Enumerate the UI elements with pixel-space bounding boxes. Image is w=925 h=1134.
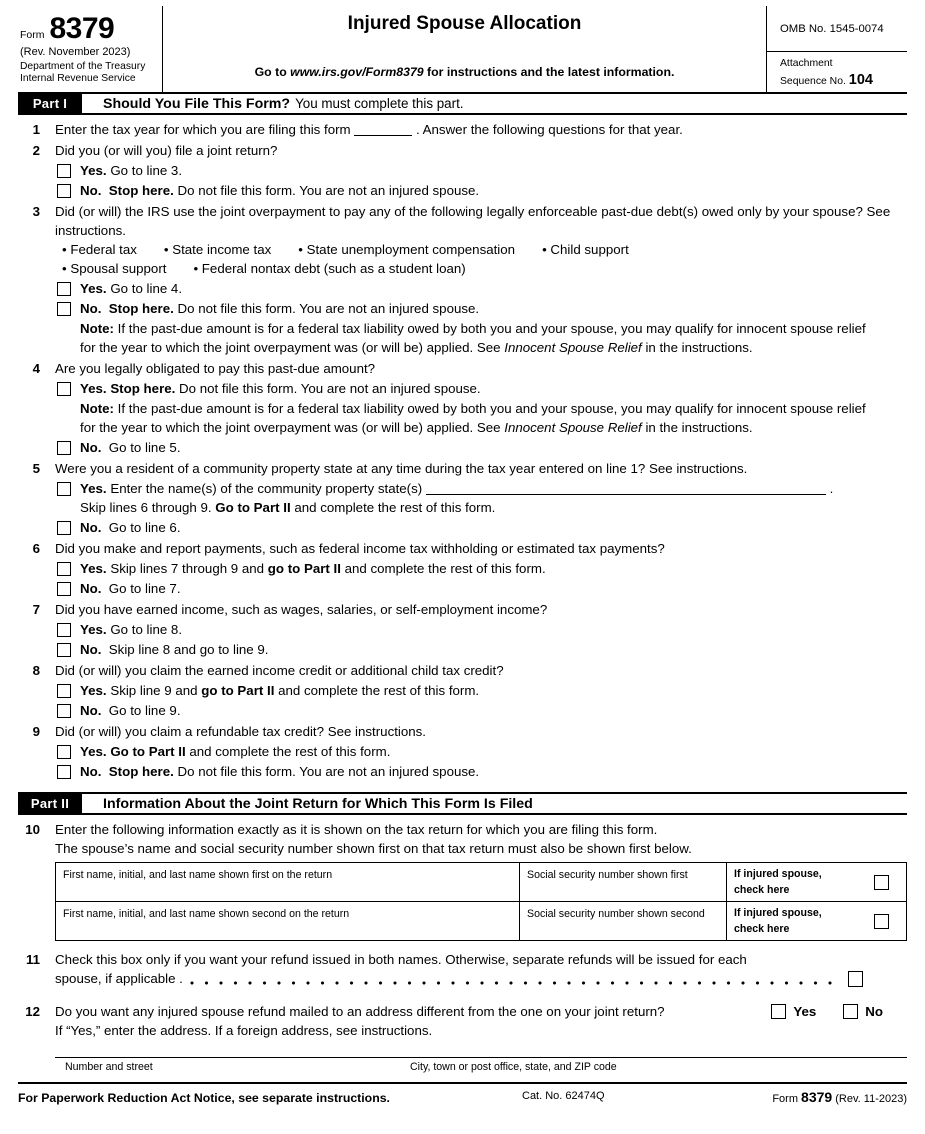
part1-line-1 <box>18 120 907 139</box>
line-number: 9 <box>32 724 40 739</box>
row-text: Did you have earned income, such as wages, salaries, or self-employment income? <box>55 602 548 617</box>
omb-number: OMB No. 1545-0074 <box>767 6 907 52</box>
line-number: 10 <box>25 822 40 837</box>
yes-option: Yes <box>771 1002 816 1021</box>
form-word: Form <box>20 29 45 41</box>
bullet-item: • State unemployment compensation <box>298 242 516 257</box>
checkbox-no[interactable] <box>57 184 71 198</box>
no-checkbox[interactable] <box>843 1004 858 1019</box>
row-cb <box>55 479 907 498</box>
row-text: Yes. Go to line 4. <box>80 281 183 296</box>
row-cb <box>55 438 907 457</box>
both-names-checkbox[interactable] <box>848 971 863 987</box>
row-text: No. Go to line 7. <box>80 581 181 596</box>
part1-line-3 <box>18 202 907 357</box>
address-fields[interactable] <box>55 1057 907 1082</box>
line-number: 4 <box>32 361 40 376</box>
checkbox-yes[interactable] <box>57 282 71 296</box>
row-text: No. Go to line 9. <box>80 703 181 718</box>
row-q <box>55 120 907 139</box>
title-block <box>163 6 767 92</box>
row-q <box>55 600 907 619</box>
street-address-label: Number and street <box>65 1061 153 1073</box>
checkbox-yes[interactable] <box>57 623 71 637</box>
no-option: No <box>843 1002 883 1021</box>
part1-line-2 <box>18 141 907 200</box>
second-ssn-field[interactable]: Social security number shown second <box>519 902 726 940</box>
paperwork-notice: For Paperwork Reduction Act Notice, see separate instructions. <box>18 1091 390 1105</box>
row-cont <box>55 498 907 517</box>
row-text: Did (or will) you claim a refundable tax credit? See instructions. <box>55 724 426 739</box>
row-cb <box>55 701 907 720</box>
row-text: Did (or will) the IRS use the joint overpayment to pay any of the following legally enforceable past-due debt(s) owed only by your spouse? See instructions. <box>55 204 891 238</box>
row-text: No. Go to line 6. <box>80 520 181 535</box>
injured-spouse-checkbox-second[interactable] <box>874 914 889 929</box>
row-cb <box>55 742 907 761</box>
instructions-link-line: Go to www.irs.gov/Form8379 for instructions and the latest information. <box>254 65 675 79</box>
checkbox-no[interactable] <box>57 302 71 316</box>
part1-line-5 <box>18 459 907 537</box>
line-number: 5 <box>32 461 40 476</box>
row-q <box>55 359 907 378</box>
row-text: Did (or will) you claim the earned income credit or additional child tax credit? <box>55 663 504 678</box>
line-number: 12 <box>25 1004 40 1019</box>
table-row-first-spouse <box>56 863 906 901</box>
part1-title: Should You File This Form? <box>103 95 291 112</box>
line10-text-1: Enter the following information exactly as it is shown on the tax return for which you are filing this form. <box>55 822 658 837</box>
row-cb <box>55 299 907 318</box>
table-row-second-spouse <box>56 901 906 940</box>
part2-label: Part II <box>18 794 82 813</box>
row-text: Yes. Go to line 3. <box>80 163 183 178</box>
part2-line-12 <box>18 1002 907 1040</box>
part2-title: Information About the Joint Return for Which This Form Is Filed <box>103 795 533 812</box>
form-header <box>18 6 907 92</box>
blank-field[interactable] <box>354 122 412 136</box>
row-text: Yes. Skip lines 7 through 9 and go to Part II and complete the rest of this form. <box>80 561 546 576</box>
page-title: Injured Spouse Allocation <box>347 13 582 34</box>
bullet-item: • Federal nontax debt (such as a student loan) <box>193 261 466 276</box>
checkbox-yes[interactable] <box>57 164 71 178</box>
row-text: No. Stop here. Do not file this form. You are not an injured spouse. <box>80 301 480 316</box>
row-q <box>55 459 907 478</box>
sequence-number: 104 <box>848 71 873 88</box>
bullet-item: • Child support <box>542 242 629 257</box>
line-number: 8 <box>32 663 40 678</box>
form-footer <box>18 1082 907 1105</box>
line-number: 7 <box>32 602 40 617</box>
irs-url[interactable]: www.irs.gov/Form8379 <box>290 65 424 79</box>
checkbox-yes[interactable] <box>57 382 71 396</box>
revision-date: (Rev. November 2023) <box>20 45 131 58</box>
bullet-item: • Spousal support <box>62 261 167 276</box>
row-text: Did you make and report payments, such as federal income tax withholding or estimated tax payments? <box>55 541 665 556</box>
row-q <box>55 722 907 741</box>
line12-question-row: Do you want any injured spouse refund mailed to an address different from the one on your joint return? Yes No <box>55 1004 883 1019</box>
row-cb <box>55 181 907 200</box>
blank-field[interactable] <box>426 481 826 495</box>
part1-line-4 <box>18 359 907 457</box>
bullet-item: • State income tax <box>163 242 272 257</box>
line-number: 6 <box>32 541 40 556</box>
part1-subtitle: You must complete this part. <box>295 96 464 111</box>
row-q <box>55 661 907 680</box>
catalog-number: Cat. No. 62474Q <box>522 1090 605 1102</box>
part1-line-9 <box>18 722 907 781</box>
row-cb <box>55 579 907 598</box>
line-number: 3 <box>32 204 40 219</box>
line12-text-2: If “Yes,” enter the address. If a foreign address, see instructions. <box>55 1023 433 1038</box>
row-cb <box>55 379 907 398</box>
spouse-info-table <box>55 862 907 941</box>
injured-spouse-checkbox-first[interactable] <box>874 875 889 890</box>
dotted-leader <box>190 974 836 986</box>
checkbox-no[interactable] <box>57 441 71 455</box>
checkbox-no[interactable] <box>57 521 71 535</box>
row-text: Yes. Skip line 9 and go to Part II and complete the rest of this form. <box>80 683 480 698</box>
row-text: Yes. Go to Part II and complete the rest of this form. <box>80 744 391 759</box>
checkbox-yes[interactable] <box>57 684 71 698</box>
row-bullets <box>55 240 907 259</box>
line11-text-1: Check this box only if you want your refund issued in both names. Otherwise, separate refunds will be issued for each <box>55 952 747 967</box>
row-cb <box>55 681 907 700</box>
row-q <box>55 202 907 240</box>
part1-line-6 <box>18 539 907 598</box>
checkbox-yes[interactable] <box>57 482 71 496</box>
row-cb <box>55 279 907 298</box>
row-text: Did you (or will you) file a joint return? <box>55 143 278 158</box>
row-cb <box>55 559 907 578</box>
second-injured-spouse-cell: If injured spouse, check here <box>726 902 906 940</box>
row-text: No. Stop here. Do not file this form. You are not an injured spouse. <box>80 764 480 779</box>
row-cb <box>55 762 907 781</box>
checkbox-no[interactable] <box>57 582 71 596</box>
row-note <box>55 319 872 357</box>
part1-line-7 <box>18 600 907 659</box>
part2-line-10 <box>18 820 907 941</box>
row-text: No. Stop here. Do not file this form. You are not an injured spouse. <box>80 183 480 198</box>
line-number: 11 <box>25 952 40 967</box>
row-text: Note: If the past-due amount is for a federal tax liability owed by both you and your spouse, you may qualify for innocent spouse relief for the year to which the joint overpayment was (or will be) applied. See Innocent Spouse Relief in the instructions. <box>80 321 866 355</box>
part1-lines <box>18 115 907 781</box>
row-text: Are you legally obligated to pay this past-due amount? <box>55 361 376 376</box>
form-number: 8379 <box>49 12 115 45</box>
part1-label: Part I <box>18 94 82 113</box>
row-text: Yes. Enter the name(s) of the community property state(s) . <box>80 481 834 496</box>
part1-header-bar <box>18 92 907 115</box>
row-cb <box>55 640 907 659</box>
row-text: Yes. Stop here. Do not file this form. You are not an injured spouse. <box>80 381 481 396</box>
row-q <box>55 539 907 558</box>
row-bullets <box>55 259 907 278</box>
checkbox-no[interactable] <box>57 643 71 657</box>
row-cb <box>55 161 907 180</box>
checkbox-yes[interactable] <box>57 562 71 576</box>
row-text: Yes. Go to line 8. <box>80 622 183 637</box>
row-text: Were you a resident of a community property state at any time during the tax year entered on line 1? See instructions. <box>55 461 748 476</box>
omb-block <box>767 6 907 92</box>
line10-text-2: The spouse’s name and social security number shown first on that tax return must also be shown first below. <box>55 841 692 856</box>
form-signature: Form 8379 (Rev. 11-2023) <box>772 1089 907 1105</box>
row-note <box>55 399 872 437</box>
line11-text-2-row: spouse, if applicable . <box>55 969 907 988</box>
row-text: Enter the tax year for which you are filing this form . Answer the following questions for that year. <box>55 122 683 137</box>
checkbox-no[interactable] <box>57 704 71 718</box>
line-number: 2 <box>32 143 40 158</box>
checkbox-yes[interactable] <box>57 745 71 759</box>
yes-checkbox[interactable] <box>771 1004 786 1019</box>
city-state-zip-label: City, town or post office, state, and ZIP code <box>410 1061 617 1073</box>
line-number: 1 <box>32 122 40 137</box>
part2-header-bar <box>18 792 907 815</box>
agency-name: Department of the Treasury Internal Revenue Service <box>20 60 146 85</box>
first-name-field[interactable]: First name, initial, and last name shown first on the return <box>63 869 333 881</box>
part2-line-11 <box>18 950 907 988</box>
first-ssn-field[interactable]: Social security number shown first <box>519 863 726 901</box>
row-text: No. Skip line 8 and go to line 9. <box>80 642 269 657</box>
row-cb <box>55 620 907 639</box>
row-text: Note: If the past-due amount is for a federal tax liability owed by both you and your spouse, you may qualify for innocent spouse relief for the year to which the joint overpayment was (or will be) applied. See Innocent Spouse Relief in the instructions. <box>80 401 866 435</box>
second-name-field[interactable]: First name, initial, and last name shown second on the return <box>63 908 350 920</box>
row-cb <box>55 518 907 537</box>
attachment-sequence: Attachment Sequence No. 104 <box>780 58 873 88</box>
row-text: No. Go to line 5. <box>80 440 181 455</box>
first-injured-spouse-cell: If injured spouse, check here <box>726 863 906 901</box>
bullet-item: • Federal tax <box>62 242 137 257</box>
row-text: Skip lines 6 through 9. Go to Part II and complete the rest of this form. <box>80 500 496 515</box>
form-id-block <box>18 6 163 92</box>
checkbox-no[interactable] <box>57 765 71 779</box>
row-q <box>55 141 907 160</box>
part1-line-8 <box>18 661 907 720</box>
